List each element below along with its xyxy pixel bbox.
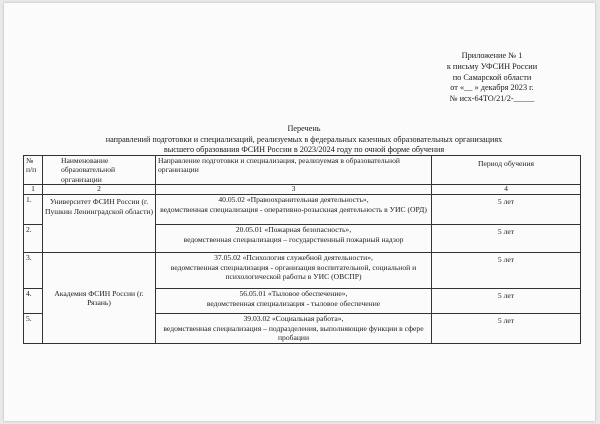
direction-cell bbox=[156, 225, 432, 253]
title-line: направлений подготовки и специализаций, реализуемых в федеральных казенных образовательных организациях bbox=[105, 134, 503, 144]
row-number: 2. bbox=[24, 225, 43, 253]
period-cell: 5 лет bbox=[432, 225, 581, 253]
column-number: 4 bbox=[432, 185, 581, 195]
direction-code: 20.05.01 «Пожарная безопасность», bbox=[235, 225, 352, 235]
direction-spec: ведомственная специализация – подразделения, выполняющие функции в сфере пробации bbox=[163, 323, 424, 343]
row-number: 1. bbox=[24, 195, 43, 225]
direction-code: 39.03.02 «Социальная работа», bbox=[243, 314, 344, 324]
direction-cell bbox=[156, 314, 432, 344]
header-line: по Самарской области bbox=[452, 72, 532, 82]
table-row bbox=[24, 195, 581, 225]
direction-spec: ведомственная специализация – государственный пожарный надзор bbox=[183, 234, 404, 244]
org-ryazan: Академия ФСИН России (г. Рязань) bbox=[43, 253, 156, 344]
header-line: от «__ » декабря 2023 г. bbox=[450, 83, 534, 93]
header-line: Приложение № 1 bbox=[461, 51, 523, 60]
row-number: 3. bbox=[24, 253, 43, 289]
column-number-row bbox=[24, 185, 581, 195]
header-num: № п/п bbox=[24, 156, 43, 185]
period-cell: 5 лет bbox=[432, 195, 581, 225]
period-cell: 5 лет bbox=[432, 289, 581, 314]
document-title bbox=[44, 124, 564, 156]
direction-code: 56.05.01 «Тыловое обеспечение», bbox=[239, 289, 348, 299]
direction-spec: ведомственная специализация - оперативно-розыскная деятельность в УИС (ОРД) bbox=[160, 204, 427, 214]
row-number: 5. bbox=[24, 314, 43, 344]
period-cell: 5 лет bbox=[432, 314, 581, 344]
title-line: высшего образования ФСИН России в 2023/2024 году по очной форме обучения bbox=[163, 145, 445, 155]
table-row bbox=[24, 253, 581, 289]
org-pushkin: Университет ФСИН России (г. Пушкин Ленинградской области) bbox=[43, 195, 156, 253]
header-line: к письму УФСИН России bbox=[446, 61, 538, 71]
direction-cell bbox=[156, 253, 432, 289]
row-number: 4. bbox=[24, 289, 43, 314]
period-cell: 5 лет bbox=[432, 253, 581, 289]
document-page bbox=[4, 3, 595, 421]
direction-cell bbox=[156, 195, 432, 225]
column-number: 3 bbox=[156, 185, 432, 195]
column-number: 1 bbox=[24, 185, 43, 195]
header-direction: Направление подготовки и специализация, реализуемая в образовательной организации bbox=[156, 156, 432, 185]
header-line: № исх-64ТО/21/2-_____ bbox=[449, 94, 535, 104]
direction-spec: ведомственная специализация - организация воспитательной, социальной и психологической работы в УИС (ОВСПР) bbox=[170, 262, 417, 282]
programs-table bbox=[23, 155, 581, 344]
title-heading: Перечень bbox=[287, 124, 321, 133]
attachment-header bbox=[417, 51, 567, 105]
direction-cell bbox=[156, 289, 432, 314]
direction-spec: ведомственная специализация - тыловое обеспечение bbox=[206, 298, 381, 308]
table-header-row bbox=[24, 156, 581, 185]
header-period: Период обучения bbox=[432, 156, 581, 185]
column-number: 2 bbox=[43, 185, 156, 195]
header-org: Наименование образовательной организации bbox=[43, 156, 156, 185]
direction-code: 40.05.02 «Правоохранительная деятельность», bbox=[218, 195, 369, 205]
direction-code: 37.05.02 «Психология служебной деятельности», bbox=[214, 253, 373, 263]
